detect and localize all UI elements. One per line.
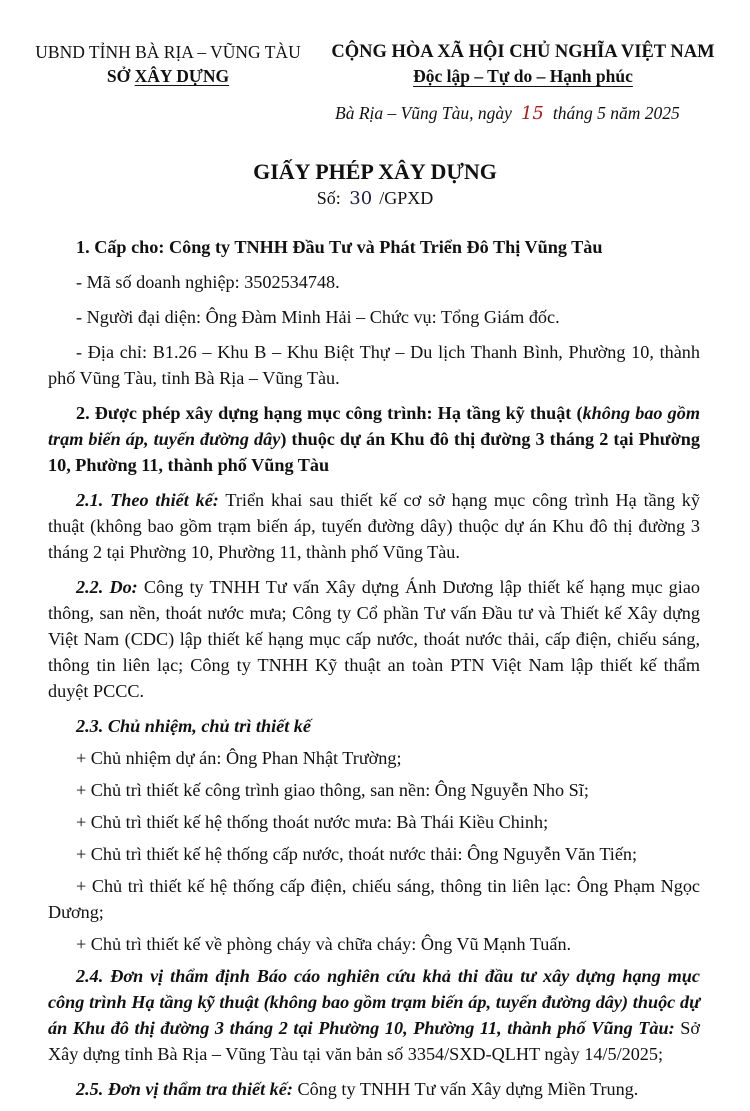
permit-number-prefix: Số: [316, 188, 341, 208]
issuer-block [18, 40, 318, 88]
list-item: + Chủ trì thiết kế hệ thống thoát nước mưa: Bà Thái Kiều Chinh; [76, 812, 549, 832]
date-day-handwritten: 15 [520, 103, 544, 124]
section-2-heading [48, 400, 700, 478]
list-item: + Chủ trì thiết kế hệ thống cấp nước, thoát nước thải: Ông Nguyễn Văn Tiến; [76, 844, 638, 864]
document-title: GIẤY PHÉP XÂY DỰNG [253, 159, 497, 184]
section-2-2-text: Công ty TNHH Tư vấn Xây dựng Ánh Dương lập thiết kế hạng mục giao thông, san nền, thoát nước mưa; Công ty Cổ phần Tư vấn Đầu tư và Thiết kế Xây dựng Việt Nam (CDC) lập thiết kế hạng mục cấp nước, thoát nước thải, cấp điện, chiếu sáng, thông tin liên lạc; Công ty TNHH Kỹ thuật an toàn PTN Việt Nam lập thiết kế thẩm duyệt PCCC. [48, 577, 700, 701]
list-item: + Chủ trì thiết kế hệ thống cấp điện, chiếu sáng, thông tin liên lạc: Ông Phạm Ngọc Dương; [48, 876, 700, 922]
section-2-4-text: Sở Xây dựng tỉnh Bà Rịa – Vũng Tàu tại văn bản số 3354/SXD-QLHT ngày 14/5/2025; [48, 1018, 700, 1064]
nation-name: CỘNG HÒA XÃ HỘI CHỦ NGHĨA VIỆT NAM [331, 42, 715, 62]
permit-number-value: 30 [349, 188, 373, 209]
list-item: + Chủ trì thiết kế về phòng cháy và chữa cháy: Ông Vũ Mạnh Tuấn. [76, 934, 572, 954]
national-header [318, 40, 728, 90]
section-2-heading-italic: không bao gồm trạm biến áp, tuyến đường dây [48, 403, 700, 449]
section-2-1-text: Triển khai sau thiết kế cơ sở hạng mục công trình Hạ tầng kỹ thuật (không bao gồm trạm biến áp, tuyến đường dây) thuộc dự án Khu đô thị đường 3 tháng 2 tại Phường 10, Phường 11, thành phố Vũng Tàu. [48, 490, 700, 562]
list-item: + Chủ trì thiết kế công trình giao thông, san nền: Ông Nguyễn Nho Sĩ; [76, 780, 589, 800]
document-body [48, 234, 700, 1111]
section-2-4 [48, 963, 700, 1067]
issue-date [335, 101, 680, 126]
section-2-5-label: 2.5. Đơn vị thẩm tra thiết kế: [76, 1079, 293, 1099]
permit-number-suffix: /GPXD [379, 188, 434, 208]
section-2-5 [48, 1076, 700, 1102]
issuer-department-prefix: SỞ [106, 66, 135, 86]
date-place: Bà Rịa – Vũng Tàu, ngày [335, 103, 512, 123]
section-2-4-label: 2.4. Đơn vị thẩm định Báo cáo nghiên cứu khả thi đầu tư xây dựng hạng mục công trình Hạ tầng kỹ thuật (không bao gồm trạm biến áp, tuyến đường dây) thuộc dự án Khu đô thị đường 3 tháng 2 tại Phường 10, Phường 11, thành phố Vũng Tàu: [48, 966, 700, 1038]
address: - Địa chỉ: B1.26 – Khu B – Khu Biệt Thự – Du lịch Thanh Bình, Phường 10, thành phố Vũng Tàu, tỉnh Bà Rịa – Vũng Tàu. [48, 342, 700, 388]
issuer-department-name: XÂY DỰNG [134, 66, 230, 86]
date-month-year: tháng 5 năm 2025 [552, 103, 680, 123]
section-2-2-label: 2.2. Do: [76, 577, 138, 597]
issuer-province: UBND TỈNH BÀ RỊA – VŨNG TÀU [35, 42, 301, 62]
section-2-2 [48, 574, 700, 704]
section-2-heading-part1: 2. Được phép xây dựng hạng mục công trình: Hạ tầng kỹ thuật ( [76, 403, 583, 423]
section-2-1 [48, 487, 700, 565]
section-2-3-heading [48, 713, 700, 739]
section-1-heading: 1. Cấp cho: Công ty TNHH Đầu Tư và Phát Triển Đô Thị Vũng Tàu [76, 237, 603, 257]
list-item: + Chủ nhiệm dự án: Ông Phan Nhật Trường; [76, 748, 402, 768]
national-motto: Độc lập – Tự do – Hạnh phúc [413, 66, 633, 86]
section-2-heading-part2: ) thuộc dự án Khu đô thị đường 3 tháng 2 tại Phường 10, Phường 11, thành phố Vũng Tàu [48, 429, 700, 475]
section-2-1-label: 2.1. Theo thiết kế: [76, 490, 219, 510]
tax-code: - Mã số doanh nghiệp: 3502534748. [76, 272, 340, 292]
section-2-3-label: 2.3. Chủ nhiệm, chủ trì thiết kế [76, 716, 311, 736]
issuer-department [18, 64, 318, 88]
section-2-5-text: Công ty TNHH Tư vấn Xây dựng Miền Trung. [292, 1079, 639, 1099]
permit-number [0, 186, 750, 211]
representative: - Người đại diện: Ông Đàm Minh Hải – Chức vụ: Tổng Giám đốc. [76, 307, 560, 327]
